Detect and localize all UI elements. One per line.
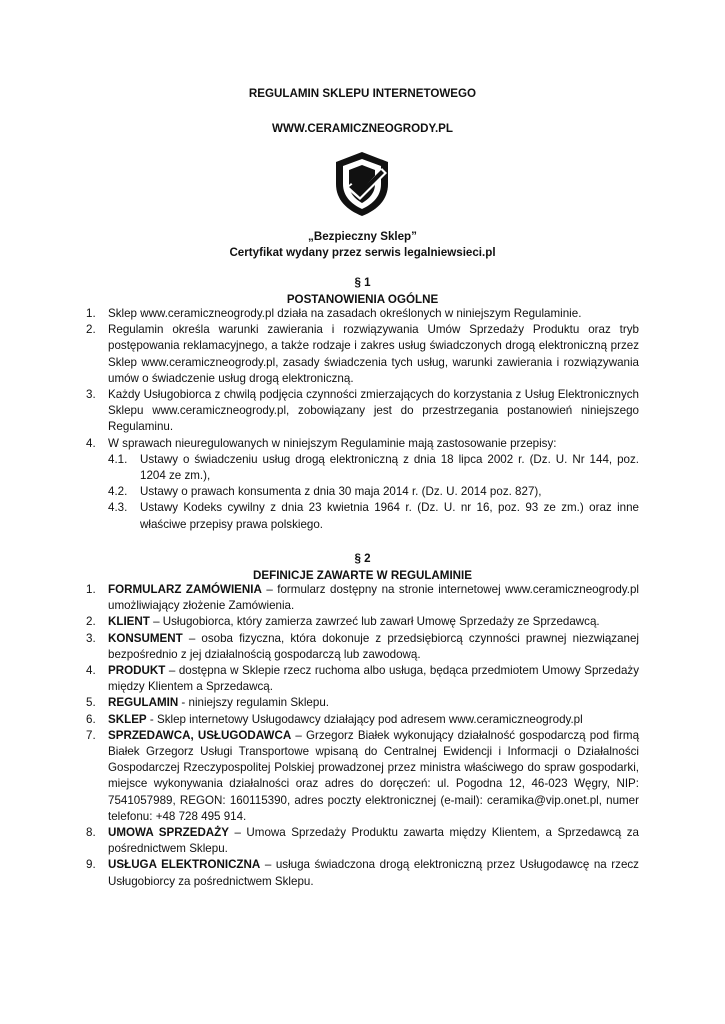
definition-item xyxy=(86,857,639,889)
sub-list-item xyxy=(108,452,639,484)
definition-term: FORMULARZ ZAMÓWIENIA xyxy=(108,583,262,596)
item-number: 8. xyxy=(86,826,96,840)
definition-text: – usługa świadczona drogą elektroniczną przez Usługodawcę na rzecz Usługobiorcy za pośrednictwem Sklepu. xyxy=(108,858,639,888)
definition-item xyxy=(86,582,639,614)
item-text: W sprawach nieuregulowanych w niniejszym Regulaminie mają zastosowanie przepisy: xyxy=(108,436,557,450)
section-2-number: § 2 xyxy=(354,552,371,565)
item-number: 5. xyxy=(86,696,96,710)
item-number: 9. xyxy=(86,858,96,872)
definition-item xyxy=(86,695,639,711)
sub-item-text: Ustawy o prawach konsumenta z dnia 30 maja 2014 r. (Dz. U. 2014 poz. 827), xyxy=(140,485,542,499)
definition-term: USŁUGA ELEKTRONICZNA xyxy=(108,858,261,872)
item-number: 6. xyxy=(86,712,96,726)
item-number: 7. xyxy=(86,728,96,742)
definition-item xyxy=(86,825,639,857)
definition-text: - Sklep internetowy Usługodawcy działający pod adresem www.ceramiczneogrody.pl xyxy=(146,712,583,726)
definition-term: REGULAMIN xyxy=(108,696,179,710)
sub-item-text: Ustawy Kodeks cywilny z dnia 23 kwietnia 1964 r. (Dz. U. nr 16, poz. 93 ze zm.) oraz inne właściwe przepisy prawa polskiego. xyxy=(140,501,639,531)
sub-item-number: 4.2. xyxy=(108,485,128,499)
definition-item xyxy=(86,728,639,825)
item-number: 1. xyxy=(86,583,96,596)
section-2-title: DEFINICJE ZAWARTE W REGULAMINIE xyxy=(253,568,472,582)
document-title: REGULAMIN SKLEPU INTERNETOWEGO xyxy=(248,87,477,100)
definition-term: KLIENT xyxy=(108,615,150,629)
sub-item-text: Ustawy o świadczeniu usług drogą elektroniczną z dnia 18 lipca 2002 r. (Dz. U. Nr 144, poz. 1204 ze zm.), xyxy=(140,452,639,483)
definition-text: – formularz dostępny na stronie internetowej www.ceramiczneogrody.pl umożliwiający złożenie Zamówienia. xyxy=(108,583,639,613)
sub-item-number: 4.1. xyxy=(108,452,128,466)
certificate-block xyxy=(0,229,725,261)
definition-term: PRODUKT xyxy=(108,664,166,678)
definition-text: – Grzegorz Białek wykonujący działalność gospodarczą pod firmą Białek Grzegorz Usługi Transportowe wpisaną do Centralnej Ewidencji i Informacji o Działalności Gospodarczej Rzeczypospolitej Polskiej prowadzonej przez ministra właściwego do spraw gospodarki, miejsce wykonywania działalności oraz adres do doręczeń: ul. Pogodna 12, 46-023 Węgry, NIP: 7541057989, REGON: 160115390, adres poczty elektronicznej (e-mail): ceramika@vip.onet.pl, numer telefonu: +48 728 495 914. xyxy=(108,728,640,823)
list-item xyxy=(86,322,639,387)
item-text: Każdy Usługobiorca z chwilą podjęcia czynności zmierzających do korzystania z Usług Elektronicznych Sklepu www.ceramiczneogrody.pl, zobowiązany jest do przestrzegania postanowień niniejszego Regulaminu. xyxy=(108,388,639,434)
item-text: Sklep www.ceramiczneogrody.pl działa na zasadach określonych w niniejszym Regulaminie. xyxy=(108,307,582,320)
item-number: 3. xyxy=(86,631,96,645)
definition-term: SKLEP xyxy=(108,712,147,726)
sub-item-number: 4.3. xyxy=(108,501,128,515)
sub-list-item xyxy=(108,500,639,532)
section-2-list xyxy=(86,582,639,890)
item-text: Regulamin określa warunki zawierania i rozwiązywania Umów Sprzedaży Produktu oraz tryb postępowania reklamacyjnego, a także rodzaje i zakres usług świadczonych drogą elektroniczną przez Sklep www.ceramiczneogrody.pl, zasady świadczenia tych usług, warunki zawierania i rozwiązywania umów o świadczenie usług drogą elektroniczną. xyxy=(108,323,639,385)
sub-list-item xyxy=(108,484,639,500)
section-1-heading xyxy=(0,275,725,308)
item-number: 2. xyxy=(86,615,96,629)
list-item xyxy=(86,387,639,436)
item-number: 1. xyxy=(86,307,96,320)
definition-item xyxy=(86,663,639,695)
definition-term: KONSUMENT xyxy=(108,631,183,645)
item-number: 4. xyxy=(86,436,96,450)
certificate-name: „Bezpieczny Sklep” xyxy=(308,230,417,243)
list-item xyxy=(86,306,639,322)
item-number: 3. xyxy=(86,388,96,402)
definition-item xyxy=(86,614,639,630)
definition-text: – osoba fizyczna, która dokonuje z przedsiębiorcą czynności prawnej niezwiązanej bezpośrednio z jej działalnością gospodarczą lub zawodową. xyxy=(108,631,639,661)
section-2-heading xyxy=(0,551,725,584)
section-1-title: POSTANOWIENIA OGÓLNE xyxy=(286,292,439,306)
document-url: WWW.CERAMICZNEOGRODY.PL xyxy=(272,122,453,135)
item-number: 2. xyxy=(86,323,96,337)
certificate-issuer: Certyfikat wydany przez serwis legalniewsieci.pl xyxy=(229,246,496,259)
definition-term: SPRZEDAWCA, USŁUGODAWCA xyxy=(108,728,292,742)
definition-item xyxy=(86,712,639,728)
list-item xyxy=(86,436,639,533)
definition-text: – Usługobiorca, który zamierza zawrzeć lub zawarł Umowę Sprzedaży ze Sprzedawcą. xyxy=(149,615,600,629)
definition-item xyxy=(86,631,639,663)
sub-list xyxy=(108,452,639,533)
section-1-number: § 1 xyxy=(354,276,371,289)
item-number: 4. xyxy=(86,664,96,678)
definition-text: - niniejszy regulamin Sklepu. xyxy=(178,696,329,710)
definition-text: – dostępna w Sklepie rzecz ruchoma albo usługa, będąca przedmiotem Umowy Sprzedaży między Klientem a Sprzedawcą. xyxy=(108,664,639,694)
shield-check-icon xyxy=(331,150,393,218)
definition-text: – Umowa Sprzedaży Produktu zawarta między Klientem, a Sprzedawcą za pośrednictwem Sklepu. xyxy=(108,826,639,856)
definition-term: UMOWA SPRZEDAŻY xyxy=(108,826,229,840)
section-1-list xyxy=(86,306,639,533)
